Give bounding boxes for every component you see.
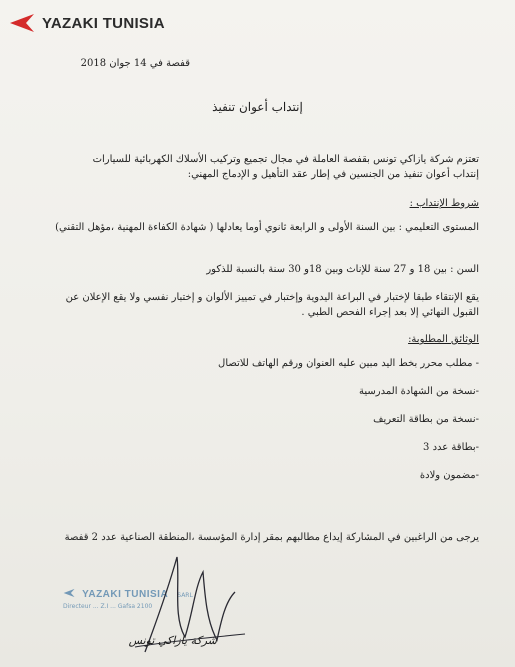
condition-selection: يقع الإنتقاء طبقا لإختبار في البراعة اليدوية وإختبار في تمييز الألوان و إختبار نفسي ولا يقع الإعلان عن القبول النهائي إلا بعد إجراء الفحص الطبي . xyxy=(65,292,479,318)
yazaki-logo-icon xyxy=(10,12,38,34)
document-item: -مضمون ولادة xyxy=(419,470,479,481)
intro-line-2: إنتداب أعوان تنفيذ من الجنسين في إطار عقد التأهيل و الإدماج المهني: xyxy=(187,169,479,180)
signature-area xyxy=(55,572,255,662)
logo-text: YAZAKI TUNISIA xyxy=(42,14,165,32)
conditions-heading: شروط الإنتداب : xyxy=(409,198,479,209)
document-date: قفصة في 14 جوان 2018 xyxy=(80,58,190,69)
intro-line-1: تعتزم شركة يازاكي تونس بقفصة العاملة في مجال تجميع وتركيب الأسلاك الكهربائية للسيارات xyxy=(92,154,479,165)
document-item: -نسخة من الشهادة المدرسية xyxy=(359,386,479,397)
intro-paragraph xyxy=(39,152,479,182)
condition-age: السن : بين 18 و 27 سنة للإناث وبين 18و 30 سنة بالنسبة للذكور xyxy=(206,264,479,275)
stamp-line: Directeur ... Z.I ... Gafsa 2100 xyxy=(63,603,153,610)
document-item: - مطلب محرر بخط اليد مبين عليه العنوان ورقم الهاتف للاتصال xyxy=(218,358,479,369)
stamp-logo-icon xyxy=(63,588,77,598)
footer-note: يرجى من الراغبين في المشاركة إيداع مطالبهم بمقر إدارة المؤسسة ،المنطقة الصناعية عدد 2 قفصة xyxy=(64,532,479,543)
document-item: -بطاقة عدد 3 xyxy=(423,442,479,453)
stamp-sarl: SARL xyxy=(177,592,193,599)
document-title: إنتداب أعوان تنفيذ xyxy=(212,100,303,114)
documents-heading: الوثائق المطلوبة: xyxy=(408,334,479,345)
document-item: -نسخة من بطاقة التعريف xyxy=(373,414,479,425)
condition-education: المستوى التعليمي : بين السنة الأولى و الرابعة ثانوي أوما يعادلها ( شهادة الكفاءة المهنية ،مؤهل التقني) xyxy=(55,222,479,233)
company-logo xyxy=(10,12,165,34)
signature-label: شركة يازاكي تونس xyxy=(128,634,217,647)
stamp-title: YAZAKI TUNISIA xyxy=(82,589,169,600)
